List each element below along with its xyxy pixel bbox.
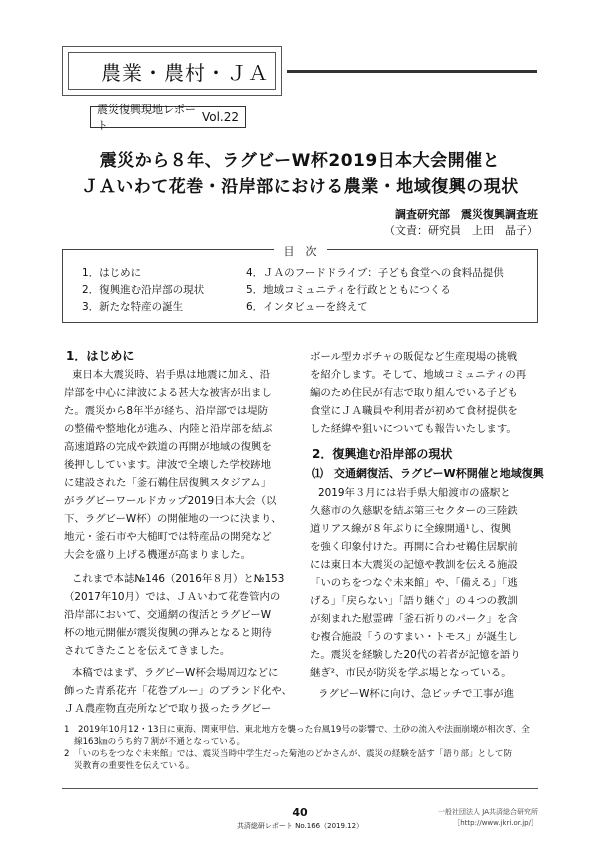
publisher-name: 一般社団法人 JA共済総合研究所 xyxy=(438,808,538,816)
toc-heading: 目 次 xyxy=(62,243,538,259)
report-series: 震災復興現地レポート xyxy=(97,103,196,132)
section-label: 農業・農村・ＪＡ xyxy=(68,52,276,90)
header-rule xyxy=(287,70,537,73)
section-heading-1: 1．はじめに xyxy=(66,349,135,363)
footnote-1-cont: 線163㎞のうち約７割が不通となっている。 xyxy=(74,737,246,747)
footnote-2-cont: 災教育の重要性を伝えている。 xyxy=(74,761,195,771)
right-paragraph-3: ラグビーW杯に向け、急ピッチで工事が進 xyxy=(318,688,515,700)
publisher-url: ［http://www.jkri.or.jp/］ xyxy=(453,819,538,827)
byline-department: 調査研究部 震災復興調査班 xyxy=(395,208,538,221)
report-volume: Vol.22 xyxy=(201,110,239,124)
footnotes xyxy=(64,724,534,772)
title-line-1: 震災から８年、ラグビーW杯2019日本大会開催と xyxy=(99,151,501,171)
toc-item: 2．復興進む沿岸部の現状 xyxy=(82,284,205,296)
footnote-2: 2 「いのちをつなぐ未来館」では、震災当時中学生だった菊池のどかさんが、震災の経験を話す「語り部」として防 xyxy=(64,749,513,759)
footnote-1: 1 2019年10月12・13日に東海、関東甲信、東北地方を襲った台風19号の影響で、土砂の流入や法面崩壊が相次ぎ、全 xyxy=(64,725,530,735)
toc-item: 6．インタビューを終えて xyxy=(246,301,368,313)
footnote-rule xyxy=(62,788,538,789)
section-heading-2: 2．復興進む沿岸部の現状 xyxy=(312,447,453,461)
section-label-box xyxy=(62,46,282,96)
left-paragraph-1: 東日本大震災時、岩手県は地震に加え、沿 岸部を中心に津波による甚大な被害が出まし た。震災から8年半が経ち、沿岸部では堤防 の整備や整地化が進み、内陸と沿岸部を結ぶ 高速道路の完成や鉄道の再開が地域の復興を 後押ししています。津波で全壊した学校跡地 に建設された「釜石鵜住居復興スタジアム」 がラグビーワールドカップ2019日本大会（以 下、ラグビーW杯）の開催地の一つに決まり、 地元・釜石市や大槌町では特産品の開発など 大会を盛り上げる機運が高まりました。 xyxy=(64,369,282,561)
journal-name: 共済総研レポート No.166（2019.12） xyxy=(236,822,364,830)
toc-item: 1．はじめに xyxy=(82,267,142,279)
right-paragraph-1: ボール型カボチャの販促など生産現場の挑戦 を紹介します。そして、地域コミュニティの再 編のため住民が有志で取り組んでいる子ども 食堂にＪＡ職員や利用者が初めて食材提供を した経緯や狙いについても報告いたします。 xyxy=(310,351,527,435)
right-paragraph-2: 2019年３月には岩手県大船渡市の盛駅と 久慈市の久慈駅を結ぶ第三セクターの三陸鉄 道リアス線が８年ぶりに全線開通¹し、復興 を強く印象付けた。再開に合わせ鵜住居駅前 には東日本大震災の記憶や教訓を伝える施設 「いのちをつなぐ未来館」や、「備える」「逃 げる」「戻らない」「語り継ぐ」の４つの教訓 が刻まれた慰霊碑「釜石祈りのパーク」を含 む複合施設「うのすまい・トモス」が誕生し た。震災を経験した20代の若者が記憶を語り 継ぎ²、市民が防災を学ぶ場となっている。 xyxy=(310,487,521,679)
page-number: 40 xyxy=(292,806,308,819)
toc-item: 3．新たな特産の誕生 xyxy=(82,301,184,313)
toc-item: 4．ＪＡのフードドライブ：子ども食堂への食料品提供 xyxy=(246,267,504,279)
report-series-label xyxy=(90,103,246,132)
subsection-heading-1: ⑴ 交通網復活、ラグビーW杯開催と地域復興 xyxy=(312,467,544,480)
left-paragraph-2: これまで本誌№146（2016年８月）と№153 （2017年10月）では、ＪＡいわて花巻管内の 沿岸部において、交通網の復活とラグビーW 杯の地元開催が震災復興の弾みとなると期待 されてきたことを伝えてきました。 xyxy=(64,573,285,657)
byline-authors: （文責：研究員 上田 晶子） xyxy=(384,224,538,237)
toc-item: 5．地域コミュニティを行政とともにつくる xyxy=(246,284,451,296)
left-paragraph-3: 本稿ではまず、ラグビーW杯会場周辺などに 飾った青系花卉「花巻ブルー」のブランド化や、 ＪＡ農産物直売所などで取り扱ったラグビー xyxy=(64,667,292,715)
title-line-2: ＪＡいわて花巻・沿岸部における農業・地域復興の現状 xyxy=(81,177,519,197)
